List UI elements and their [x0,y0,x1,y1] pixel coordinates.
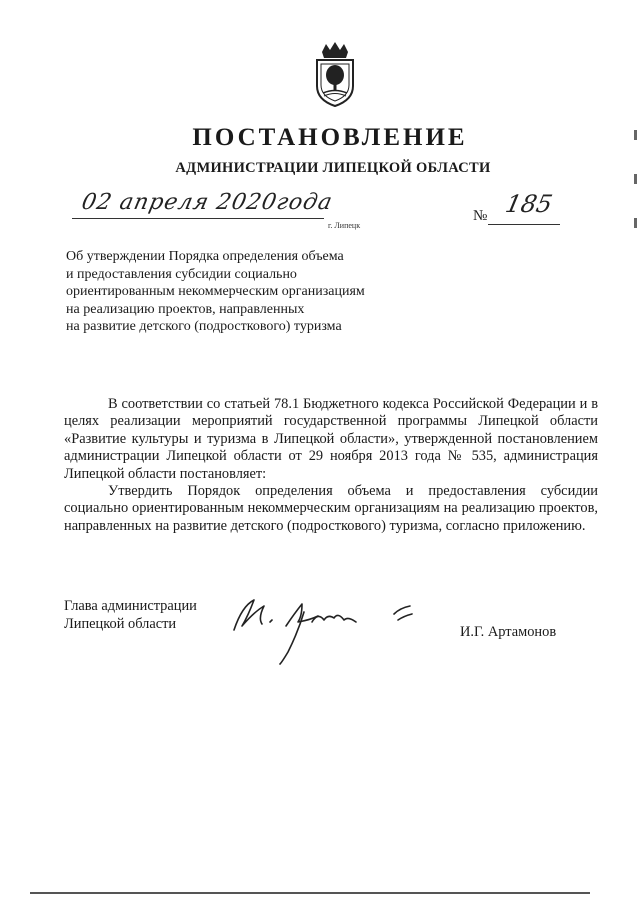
signer-name: И.Г. Артамонов [460,624,557,640]
document-body [64,396,598,535]
scan-edge-marks [634,130,638,250]
coat-of-arms-icon [310,42,360,108]
signer-position-line: Глава администрации [64,598,197,614]
signer-position-line: Липецкой области [64,615,177,632]
number-underline [488,224,560,225]
document-subject [66,248,406,336]
city-label: г. Липецк [328,221,361,230]
page-bottom-rule [30,892,590,894]
subject-line: ориентированным некоммерческим организациям [66,284,365,299]
subject-line: на развитие детского (подросткового) туризма [66,319,342,334]
subject-line: Об утверждении Порядка определения объема [66,249,344,264]
handwritten-number: 185 [503,190,555,218]
subject-line: на реализацию проектов, направленных [66,301,305,317]
date-underline [72,218,324,219]
handwritten-signature [228,592,428,672]
scan-mark [634,218,637,228]
document-issuer: АДМИНИСТРАЦИИ ЛИПЕЦКОЙ ОБЛАСТИ [175,160,491,176]
handwritten-date: 02 апреля 2020года [79,190,336,215]
body-paragraph-preamble: В соответствии со статьей 78.1 Бюджетного кодекса Российской Федерации и в целях реализации мероприятий государственной программы Липецкой области «Развитие культуры и туризма в Липецкой области», утвержденной постановлением администрации Липецкой области от 29 ноября 2013 года № 535, администрация Липецкой области постановляет: [64,396,598,482]
subject-line: и предоставления субсидии социально [66,266,297,282]
number-label: № [473,208,488,224]
signer-position [64,598,197,633]
document-title: ПОСТАНОВЛЕНИЕ [192,124,468,151]
scan-mark [634,174,637,184]
scan-mark [634,130,637,140]
body-paragraph-resolution: Утвердить Порядок определения объема и предоставления субсидии социально ориентированным некоммерческим организациям на реализацию проектов, направленных на развитие детского (подросткового) туризма, согласно приложению. [64,483,598,534]
